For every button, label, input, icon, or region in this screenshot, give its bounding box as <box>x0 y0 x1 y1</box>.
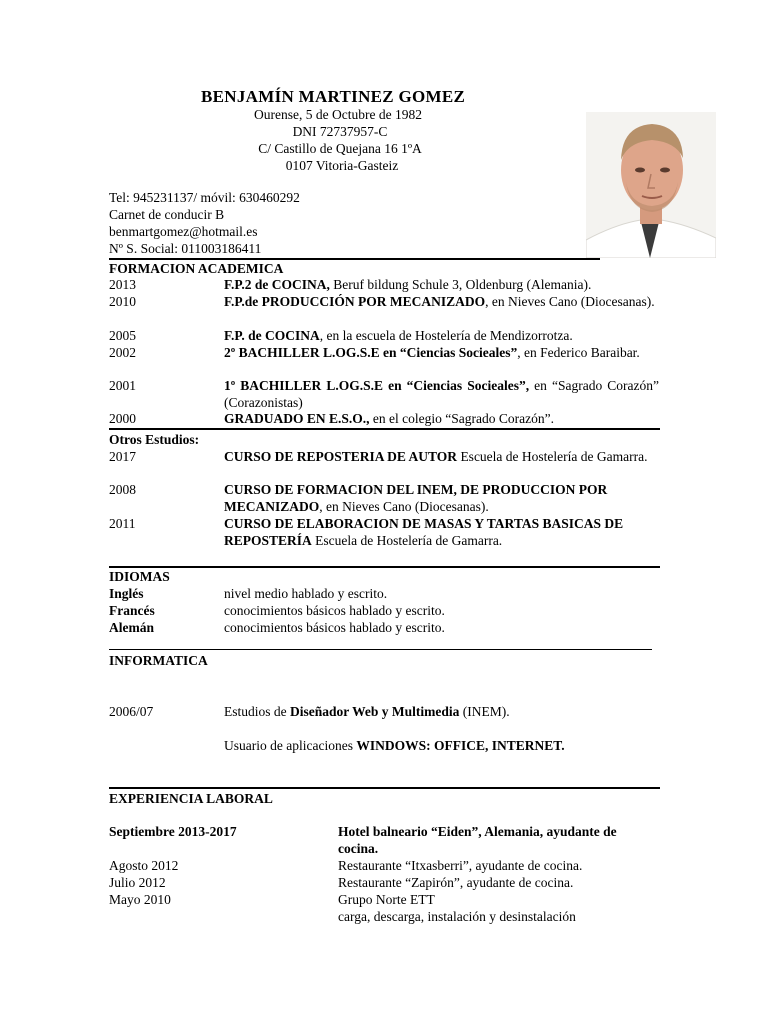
license-line: Carnet de conducir B <box>109 207 225 222</box>
divider <box>109 566 660 568</box>
otros-year: 2011 <box>109 516 136 531</box>
formacion-year: 2010 <box>109 294 136 309</box>
formacion-desc: GRADUADO EN E.S.O., en el colegio “Sagrado Corazón”. <box>224 411 554 426</box>
birth-line: Ourense, 5 de Octubre de 1982 <box>254 107 422 122</box>
divider <box>109 787 660 789</box>
experience-date: Mayo 2010 <box>109 892 171 907</box>
experience-date: Septiembre 2013-2017 <box>109 824 237 839</box>
informatica-desc: Estudios de Diseñador Web y Multimedia (INEM). <box>224 704 510 719</box>
experience-desc: Restaurante “Zapirón”, ayudante de cocina. <box>338 875 574 890</box>
profile-photo <box>586 112 716 258</box>
divider <box>109 428 660 430</box>
section-title-informatica: INFORMATICA <box>109 653 208 668</box>
cv-name: BENJAMÍN MARTINEZ GOMEZ <box>201 87 466 106</box>
social-security-line: Nº S. Social: 011003186411 <box>109 241 262 256</box>
dni-line: DNI 72737957-C <box>292 124 388 139</box>
formacion-year: 2001 <box>109 378 136 393</box>
formacion-desc: 2º BACHILLER L.OG.S.E en “Ciencias Socieales”, en Federico Baraibar. <box>224 345 640 360</box>
phone-line: Tel: 945231137/ móvil: 630460292 <box>109 190 300 205</box>
section-title-formacion: FORMACION ACADEMICA <box>109 261 284 276</box>
formacion-desc: F.P. de COCINA, en la escuela de Hostelería de Mendizorrotza. <box>224 328 573 343</box>
otros-desc: CURSO DE REPOSTERIA DE AUTOR Escuela de Hostelería de Gamarra. <box>224 449 648 464</box>
city-line: 0107 Vitoria-Gasteiz <box>285 158 399 173</box>
language-name: Inglés <box>109 586 144 601</box>
experience-date: Julio 2012 <box>109 875 166 890</box>
section-title-otros: Otros Estudios: <box>109 432 200 447</box>
formacion-year: 2000 <box>109 411 136 426</box>
formacion-year: 2005 <box>109 328 136 343</box>
otros-desc: CURSO DE ELABORACION DE MASAS Y TARTAS BASICAS DE REPOSTERÍA Escuela de Hostelería de Gamarra. <box>224 516 624 548</box>
formacion-desc: F.P.2 de COCINA, Beruf bildung Schule 3, Oldenburg (Alemania). <box>224 277 592 292</box>
divider <box>109 649 652 650</box>
experience-desc: Grupo Norte ETT <box>338 892 435 907</box>
formacion-desc: 1º BACHILLER L.OG.S.E en “Ciencias Socieales”, en “Sagrado Corazón” (Corazonistas) <box>224 378 660 410</box>
section-title-idiomas: IDIOMAS <box>109 569 170 584</box>
experience-desc: Hotel balneario “Eiden”, Alemania, ayudante de cocina. <box>338 824 617 856</box>
formacion-year: 2013 <box>109 277 136 292</box>
experience-desc: Restaurante “Itxasberri”, ayudante de cocina. <box>338 858 583 873</box>
otros-desc: CURSO DE FORMACION DEL INEM, DE PRODUCCION POR MECANIZADO, en Nieves Cano (Diocesanas). <box>224 482 608 514</box>
language-level: conocimientos básicos hablado y escrito. <box>224 620 445 635</box>
informatica-year: 2006/07 <box>109 704 154 719</box>
otros-year: 2017 <box>109 449 136 464</box>
email-line: benmartgomez@hotmail.es <box>109 224 258 239</box>
language-level: conocimientos básicos hablado y escrito. <box>224 603 445 618</box>
informatica-desc: Usuario de aplicaciones WINDOWS: OFFICE, INTERNET. <box>224 738 565 753</box>
address-line: C/ Castillo de Quejana 16 1ºA <box>258 141 422 156</box>
language-name: Alemán <box>109 620 154 635</box>
language-level: nivel medio hablado y escrito. <box>224 586 388 601</box>
otros-year: 2008 <box>109 482 136 497</box>
language-name: Francés <box>109 603 155 618</box>
experience-date: Agosto 2012 <box>109 858 179 873</box>
experience-desc: carga, descarga, instalación y desinstalación <box>338 909 576 924</box>
section-title-experiencia: EXPERIENCIA LABORAL <box>109 791 273 806</box>
formacion-year: 2002 <box>109 345 136 360</box>
formacion-desc: F.P.de PRODUCCIÓN POR MECANIZADO, en Nieves Cano (Diocesanas). <box>224 294 655 309</box>
